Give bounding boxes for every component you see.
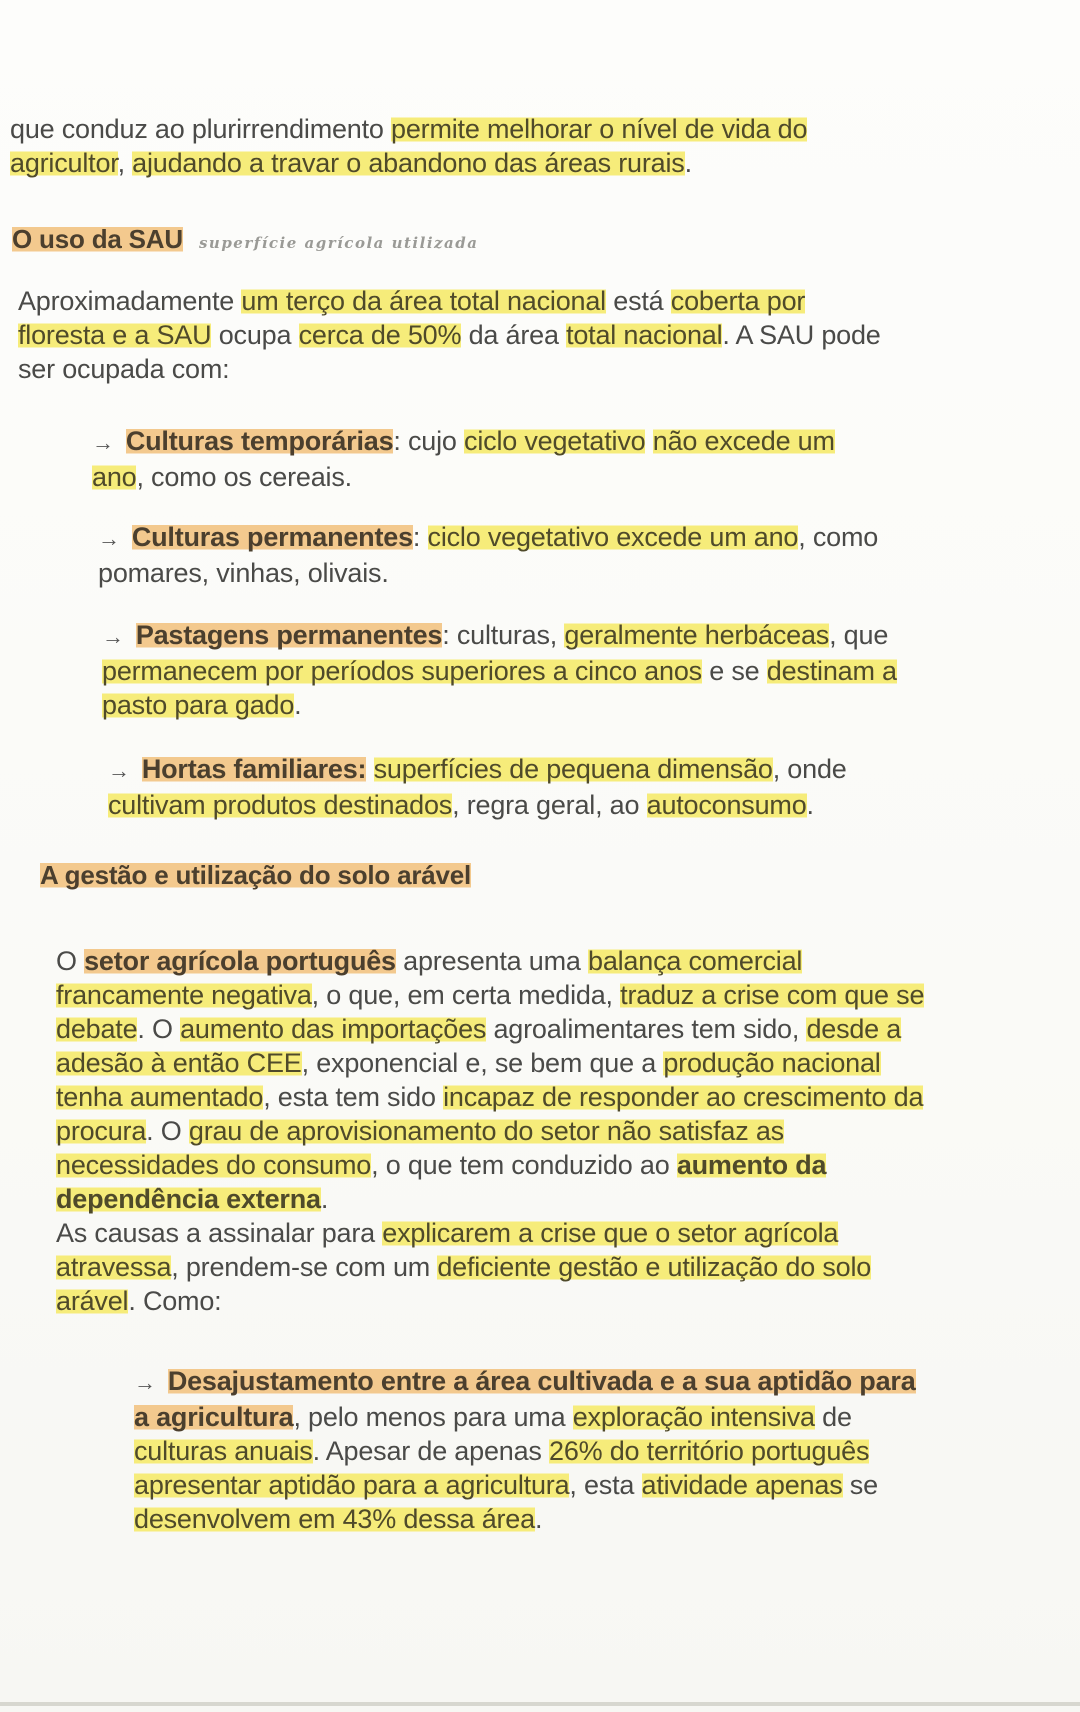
text-segment: . [294,690,302,720]
sau-item-permanentes [98,520,878,590]
highlighted-text: arável [56,1286,129,1316]
text-segment: , como os cereais. [136,462,352,492]
text-segment: Aproximadamente [18,286,242,316]
text-segment: , regra geral, ao [452,790,647,820]
sau-item-hortas [108,752,847,822]
text-line [56,1284,924,1318]
highlighted-text: não excede um [652,426,835,456]
text-segment [366,754,373,784]
text-segment: : [412,522,428,552]
sau-paragraph [18,284,881,386]
text-line [56,1012,924,1046]
highlighted-text: 26% do território português [549,1436,870,1466]
highlighted-text: explicarem a crise que o setor agrícola [382,1218,839,1248]
highlighted-text: atividade apenas [641,1470,843,1500]
highlighted-text: debate [56,1014,138,1044]
page-bottom-edge [0,1702,1080,1706]
text-segment: de [814,1402,852,1432]
text-line [56,944,924,978]
text-segment [645,426,652,456]
text-line [18,318,881,352]
sau-item-temporarias [92,424,835,494]
gestao-paragraph [56,944,924,1318]
text-line [134,1400,916,1434]
highlighted-text: deficiente gestão e utilização do solo [437,1252,872,1282]
highlighted-text: balança comercial [588,946,803,976]
intro-paragraph [10,112,807,180]
text-line [134,1468,916,1502]
text-segment: As causas a assinalar para [56,1218,383,1248]
text-segment: : cujo [393,426,465,456]
arrow-right-icon: → [134,1370,156,1395]
highlighted-text: geralmente herbáceas [564,620,830,650]
highlighted-text: traduz a crise com que se [620,980,925,1010]
text-line [92,460,835,494]
highlighted-text: dependência externa [56,1184,321,1214]
highlighted-text: permite melhorar o nível de vida do [391,114,808,144]
highlighted-text: Culturas temporárias [125,426,394,456]
text-segment: . [320,1184,329,1214]
arrow-right-icon: → [108,758,130,783]
highlighted-text: superfícies de pequena dimensão [373,754,773,784]
highlighted-text: adesão à então CEE [56,1048,302,1078]
text-segment: . O [137,1014,181,1044]
highlighted-text: Hortas familiares: [141,754,367,784]
text-segment: pomares, vinhas, olivais. [98,558,389,588]
text-line [108,752,847,788]
highlighted-text: produção nacional [663,1048,881,1078]
text-line [92,424,835,460]
highlighted-text: destinam a [766,656,897,686]
highlighted-text: tenha aumentado [56,1082,264,1112]
highlighted-text: Pastagens permanentes [135,620,443,650]
text-segment: . [534,1504,543,1534]
highlighted-text: floresta e a SAU [18,320,212,350]
arrow-right-icon: → [92,430,114,455]
text-segment: . [684,148,692,178]
highlighted-text: Culturas permanentes [131,522,413,552]
highlighted-text: ciclo vegetativo [464,426,646,456]
text-line [102,654,897,688]
text-segment: agroalimentares tem sido, [486,1014,807,1044]
handwritten-note: superfície agrícola utilizada [198,234,479,252]
text-line [98,520,878,556]
highlighted-text: pasto para gado [102,690,295,720]
text-segment: ocupa [211,320,299,350]
text-segment: . O [146,1116,189,1146]
text-segment: , exponencial e, se bem que a [301,1048,664,1078]
text-segment: O [56,946,85,976]
text-line [10,146,807,180]
text-line [18,352,881,386]
arrow-right-icon: → [98,526,120,551]
section-heading-gestao [40,858,471,892]
text-line [56,1114,924,1148]
text-segment: , pelo menos para uma [293,1402,573,1432]
text-segment: está [605,286,671,316]
heading-sau-title: O uso da SAU [12,224,183,254]
text-segment: , o que, em certa medida, [311,980,621,1010]
text-segment: . Como: [128,1286,222,1316]
heading-gestao-title: A gestão e utilização do solo arável [40,860,472,890]
highlighted-text: coberta por [670,286,806,316]
text-segment: e se [701,656,767,686]
text-segment: : culturas, [442,620,565,650]
highlighted-text: ano [92,462,137,492]
text-segment: se [842,1470,878,1500]
text-segment: da área [461,320,567,350]
text-line [56,978,924,1012]
highlighted-text: desde a [806,1014,902,1044]
text-line [56,1046,924,1080]
highlighted-text: autoconsumo [646,790,807,820]
text-line [56,1080,924,1114]
highlighted-text: culturas anuais [134,1436,313,1466]
text-line [134,1434,916,1468]
highlighted-text: Desajustamento entre a área cultivada e a sua aptidão para [167,1366,916,1396]
text-line [18,284,881,318]
text-segment: que conduz ao plurirrendimento [10,114,392,144]
highlighted-text: grau de aprovisionamento do setor não satisfaz as [188,1116,784,1146]
text-segment: , esta tem sido [263,1082,444,1112]
arrow-right-icon: → [102,624,124,649]
text-line [108,788,847,822]
text-line [10,112,807,146]
text-segment: . [806,790,814,820]
text-segment: , como [798,522,879,552]
highlighted-text: incapaz de responder ao crescimento da [443,1082,924,1112]
text-segment: , esta [569,1470,642,1500]
text-line [134,1502,916,1536]
text-segment: , [117,148,133,178]
text-line [98,556,878,590]
highlighted-text: ajudando a travar o abandono das áreas rurais [132,148,685,178]
text-segment: , onde [772,754,847,784]
highlighted-text: permanecem por períodos superiores a cinco anos [102,656,702,686]
sau-item-pastagens [102,618,897,722]
text-segment: . A SAU pode [722,320,881,350]
text-segment: , o que tem conduzido ao [371,1150,677,1180]
text-segment: apresenta uma [395,946,588,976]
text-line [56,1216,924,1250]
highlighted-text: ciclo vegetativo excede um ano [427,522,799,552]
highlighted-text: exploração intensiva [572,1402,815,1432]
highlighted-text: aumento das importações [180,1014,487,1044]
highlighted-text: cultivam produtos destinados [108,790,453,820]
text-segment: ser ocupada com: [18,354,230,384]
highlighted-text: um terço da área total nacional [241,286,606,316]
text-line [56,1182,924,1216]
gestao-item-desajustamento [134,1364,916,1536]
highlighted-text: aumento da [676,1150,827,1180]
text-segment: . Apesar de apenas [312,1436,549,1466]
text-line [56,1148,924,1182]
highlighted-text: desenvolvem em 43% dessa área [134,1504,535,1534]
highlighted-text: cerca de 50% [298,320,462,350]
highlighted-text: agricultor [10,148,118,178]
highlighted-text: apresentar aptidão para a agricultura [134,1470,570,1500]
text-line [102,688,897,722]
highlighted-text: francamente negativa [56,980,312,1010]
highlighted-text: procura [56,1116,147,1146]
highlighted-text: setor agrícola português [84,946,396,976]
highlighted-text: a agricultura [134,1402,294,1432]
section-heading-sau [12,222,478,260]
highlighted-text: total nacional [566,320,723,350]
text-line [102,618,897,654]
text-line [134,1364,916,1400]
text-segment: , que [829,620,889,650]
highlighted-text: atravessa [56,1252,172,1282]
text-segment: , prendem-se com um [171,1252,438,1282]
highlighted-text: necessidades do consumo [56,1150,372,1180]
text-line [56,1250,924,1284]
